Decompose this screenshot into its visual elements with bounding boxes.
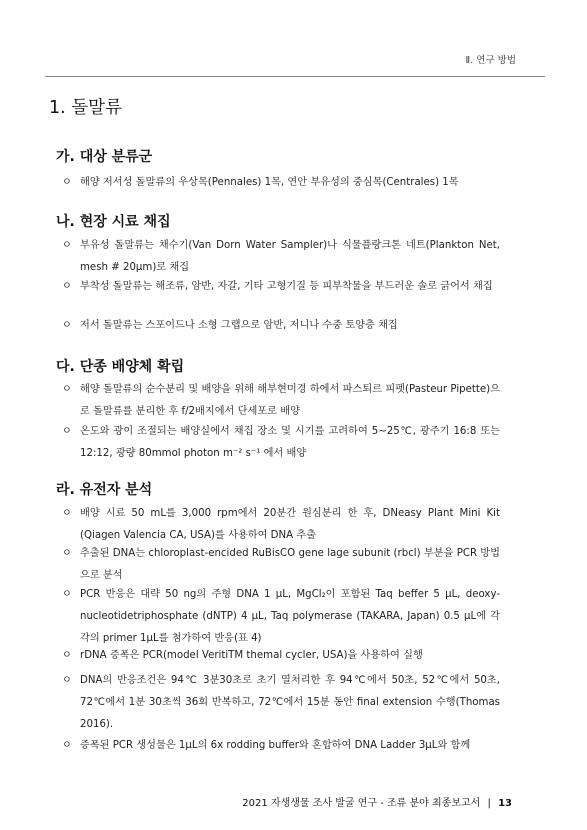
bullet-icon: ㅇ (62, 384, 72, 395)
bullet-icon: ㅇ (62, 675, 72, 686)
footer-text: 2021 자생생물 조사 발굴 연구 - 조류 분야 최종보고서 (242, 798, 481, 809)
page-number: 13 (498, 798, 512, 809)
list-item (62, 172, 500, 194)
bullet-icon: ㅇ (62, 508, 72, 519)
subsection-title: 다. 단종 배양체 확립 (56, 359, 185, 375)
item-text: PCR 반응은 대략 50 ng의 주형 DNA 1 μL, MgCl₂이 포함된 Taq beffer 5 μL, deoxy-nucleotidetriphosphate (dNTP) 4 μL, Taq polymerase (TAKARA, Japan) 0.5 μL에 각각의 primer 1μL를 첨가하여 반응(표 4) (80, 589, 500, 644)
bullet-icon: ㅇ (62, 240, 72, 251)
section-title: 1. 돌말류 (49, 98, 122, 118)
list-item (62, 645, 500, 667)
header-rule (45, 76, 545, 77)
page-footer (242, 794, 512, 809)
list-item (62, 670, 500, 736)
item-text: DNA의 반응조건은 94℃ 3분30초로 초기 열처리한 후 94℃에서 50초, 52℃에서 50초, 72℃에서 1분 30초씩 36회 반복하고, 72℃에서 15분 동안 final extension 수행(Thomas 2016). (80, 675, 500, 730)
item-text: 온도와 광이 조절되는 배양실에서 채집 장소 및 시기를 고려하여 5∼25℃, 광주기 16:8 또는 12:12, 광량 80mmol photon m⁻² s⁻¹ 에서 배양 (80, 426, 500, 459)
list-item (62, 379, 500, 423)
bullet-icon: ㅇ (62, 740, 72, 751)
list-item (62, 235, 500, 279)
list-item (62, 276, 500, 298)
list-item (62, 543, 500, 587)
bullet-icon: ㅇ (62, 426, 72, 437)
bullet-icon: ㅇ (62, 281, 72, 292)
item-text: 추출된 DNA는 chloroplast-encided RuBisCO gene lage subunit (rbcl) 부분을 PCR 방법으로 분석 (80, 548, 500, 581)
item-text: 증폭된 PCR 생성물은 1μL의 6x rodding buffer와 혼합하여 DNA Ladder 3μL와 함께 (80, 740, 471, 751)
subsection-title: 나. 현장 시료 채집 (56, 214, 171, 230)
bullet-icon: ㅇ (62, 320, 72, 331)
running-header: Ⅱ. 연구 방법 (465, 55, 516, 66)
item-text: 부유성 돌말류는 채수기(Van Dorn Water Sampler)나 식물플랑크톤 네트(Plankton Net, mesh # 20μm)로 채집 (80, 240, 500, 273)
list-item (62, 735, 500, 757)
footer-separator: | (487, 798, 491, 809)
list-item (62, 584, 500, 650)
bullet-icon: ㅇ (62, 650, 72, 661)
bullet-icon: ㅇ (62, 548, 72, 559)
item-text: 해양 저서성 돌말류의 우상목(Pennales) 1목, 연안 부유성의 중심목(Centrales) 1목 (80, 177, 459, 188)
item-text: 해양 돌말류의 순수분리 및 배양을 위해 해부현미경 하에서 파스퇴르 피펫(Pasteur Pipette)으로 돌말류를 분리한 후 f/2배지에서 단세포로 배양 (80, 384, 500, 417)
list-item (62, 503, 500, 547)
bullet-icon: ㅇ (62, 177, 72, 188)
subsection-title: 라. 유전자 분석 (56, 482, 153, 498)
item-text: 배양 시료 50 mL를 3,000 rpm에서 20분간 원심분리 한 후, DNeasy Plant Mini Kit (Qiagen Valencia CA, USA)를 사용하여 DNA 추출 (80, 508, 500, 541)
subsection-title: 가. 대상 분류군 (56, 149, 153, 165)
item-text: rDNA 증폭은 PCR(model VeritiTM themal cycler, USA)을 사용하여 실행 (80, 650, 423, 661)
list-item (62, 315, 500, 337)
list-item (62, 421, 500, 465)
bullet-icon: ㅇ (62, 589, 72, 600)
item-text: 부착성 돌말류는 해조류, 암반, 자갈, 기타 고형기질 등 피부착물을 부드러운 솔로 긁어서 채집 (80, 281, 493, 292)
item-text: 저서 돌말류는 스포이드나 소형 그랩으로 암반, 저니나 수중 토양층 채집 (80, 320, 398, 331)
